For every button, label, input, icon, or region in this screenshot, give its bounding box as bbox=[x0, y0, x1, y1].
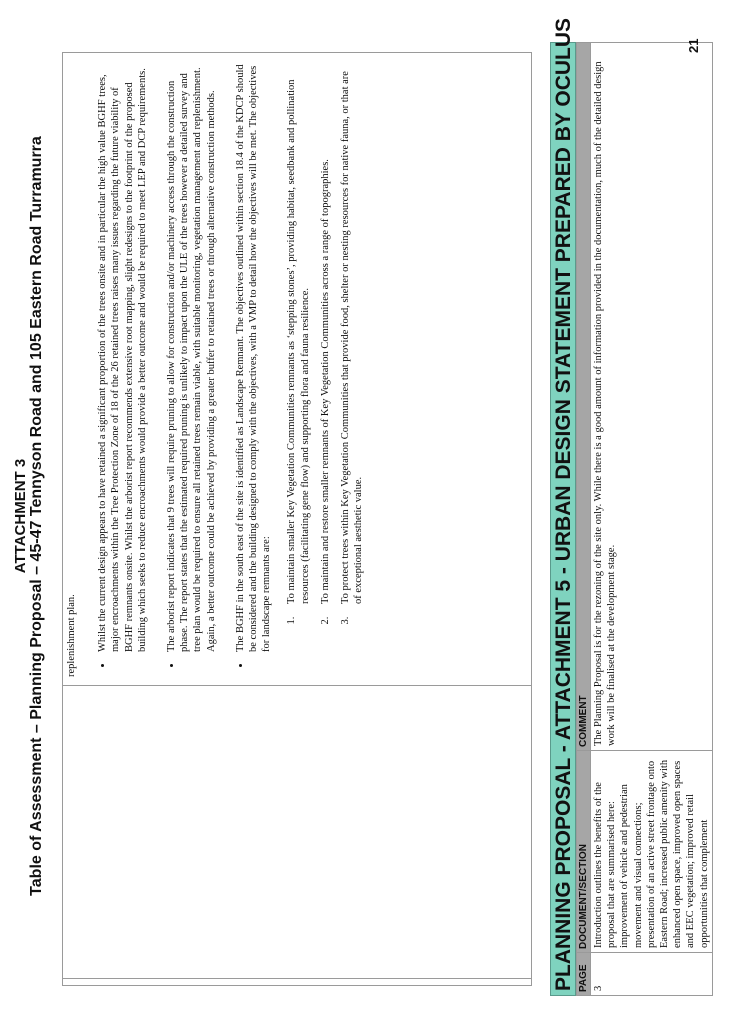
urban-design-table bbox=[576, 42, 713, 996]
comment-bullets bbox=[96, 63, 365, 677]
document-subtitle: Table of Assessment – Planning Proposal – 45-47 Tennyson Road and 105 Eastern Road Turramurra bbox=[28, 136, 45, 896]
assessment-table bbox=[62, 52, 532, 986]
page-cell bbox=[63, 979, 532, 986]
attachment5-banner: PLANNING PROPOSAL - ATTACHMENT 5 - URBAN DESIGN STATEMENT PREPARED BY OCULUS bbox=[550, 42, 576, 996]
table-row bbox=[591, 43, 713, 996]
bullet-text: The BGHF in the south east of the site is identified as Landscape Remnant. The objectives outlined within section 18.4 of the KDCP should be considered and the building designed to comply with the objectives, with a VMP to detail how the objectives will be met. The objectives for landscape remnants are: bbox=[234, 64, 273, 652]
comment-cell bbox=[63, 53, 532, 686]
page-header: PAGE bbox=[577, 953, 591, 996]
section-header: DOCUMENT/SECTION bbox=[577, 751, 591, 953]
header-row bbox=[577, 43, 591, 996]
page-number: 21 bbox=[686, 38, 701, 53]
objective-item: 3. To protect trees within Key Vegetation Communities that provide food, shelter or nesting resources for native fauna, or that are of exceptional aesthetic value. bbox=[339, 63, 365, 614]
comment-header: COMMENT bbox=[577, 43, 591, 751]
bullet-item: • Whilst the current design appears to have retained a significant proportion of the trees onsite and in particular the high value BGHF trees, major encroachments within the Tree Protection Zone of 18 of the 26 retained trees raises many issues regarding the future viability of BGHF remnants onsite. Whilst the arborist report recommends extensive root mapping, slight redesigns to the footprint of the proposed building which seeks to reduce encroachments would provide a better outcome and would be required to meet LEP and DCP requirements. bbox=[96, 63, 149, 655]
bullet-item-with-objectives bbox=[234, 63, 366, 655]
objectives-list bbox=[285, 63, 365, 652]
objective-item: 1. To maintain smaller Key Vegetation Communities remnants as ‘stepping stones’, providing habitat, seedbank and pollination resources (facilitating gene flow) and supporting flora and fauna resilience. bbox=[285, 63, 311, 614]
table-row bbox=[63, 53, 532, 986]
bullet-item: • The arborist report indicates that 9 trees will require pruning to allow for construction and/or machinery access through the construction phase. The report states that the estimated required pruning is unlikely to impact upon the ULE of the trees however a detailed survey and tree plan would be required to ensure all retained trees remain viable, with suitable monitoring, vegetation management and replenishment. Again, a better outcome could be achieved by providing a greater buffer to retained trees or through alternative construction methods. bbox=[165, 63, 218, 655]
section-cell: Introduction outlines the benefits of the proposal that are summarised here: improvement of vehicle and pedestrian movement and visual connections; presentation of an active street frontage onto Eastern Road; increased public amenity with enhanced open space, improved open spaces and EEC vegetation; improved retail opportunities that complement bbox=[591, 751, 713, 953]
lead-text: replenishment plan. bbox=[66, 594, 77, 677]
comment-cell: The Planning Proposal is for the rezoning of the site only. While there is a good amount of information provided in the documentation, much of the detailed design work will be finalised at the development stage. bbox=[591, 43, 713, 751]
section-cell bbox=[63, 686, 532, 979]
page-cell: 3 bbox=[591, 953, 713, 996]
attachment-title: ATTACHMENT 3 bbox=[12, 458, 29, 574]
objective-item: 2. To maintain and restore smaller remnants of Key Vegetation Communities across a range of topographies. bbox=[319, 63, 332, 614]
